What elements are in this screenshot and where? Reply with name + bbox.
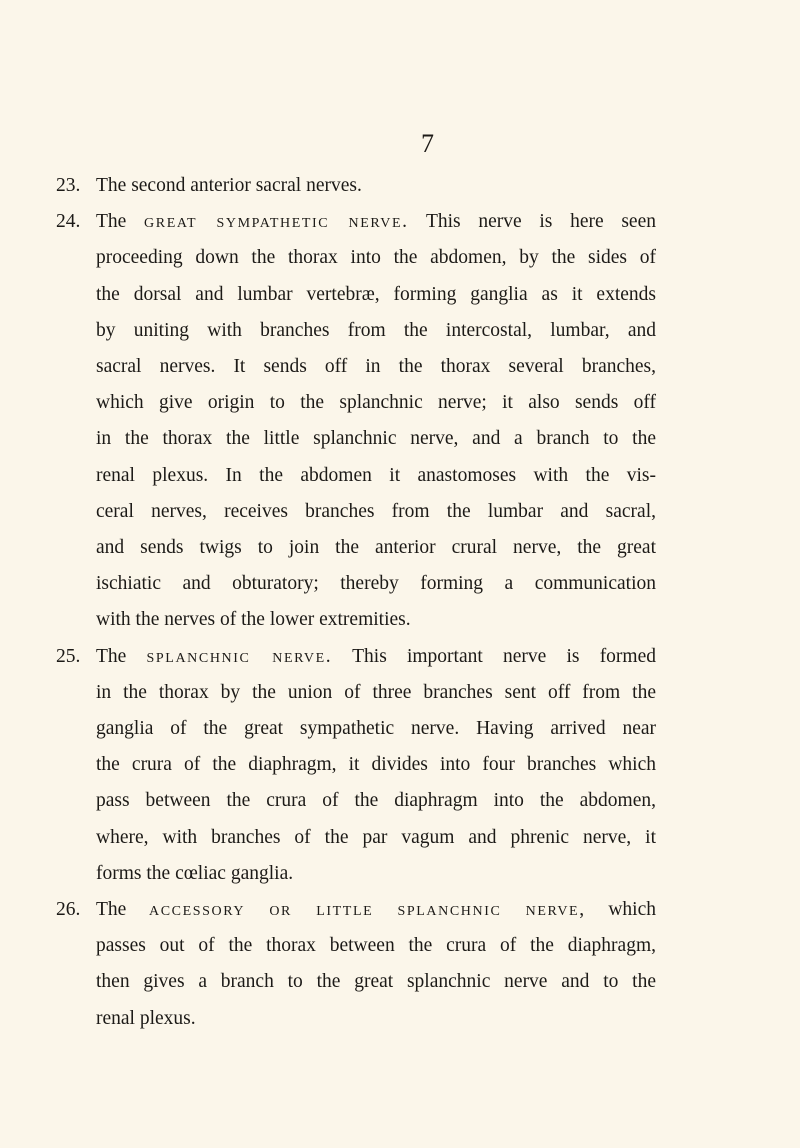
entry-list bbox=[56, 168, 656, 1037]
entry-number: 26. bbox=[56, 899, 81, 921]
entry-first-rest: This nerve is here seen bbox=[425, 211, 656, 233]
entry-line: the crura of the diaphragm, it divides into four branches which bbox=[96, 754, 656, 776]
entry-heading: splanchnic nerve. bbox=[146, 645, 333, 667]
page-number: 7 bbox=[421, 129, 434, 158]
entry-number: 25. bbox=[56, 645, 81, 667]
entry-first-rest: which bbox=[608, 899, 656, 921]
entry-line: The second anterior sacral nerves. bbox=[96, 175, 362, 196]
entry-line: renal plexus. In the abdomen it anastomoses with the vis- bbox=[96, 464, 656, 486]
entry-26 bbox=[56, 892, 656, 1037]
entry-line: ganglia of the great sympathetic nerve. Having arrived near bbox=[96, 718, 656, 740]
entry-line: then gives a branch to the great splanchnic nerve and to the bbox=[96, 971, 656, 993]
entry-line: proceeding down the thorax into the abdomen, by the sides of bbox=[96, 247, 656, 269]
entry-number: 23. bbox=[56, 175, 81, 196]
entry-line: ischiatic and obturatory; thereby forming a communication bbox=[96, 573, 656, 595]
entry-heading: great sympathetic nerve. bbox=[144, 211, 409, 233]
entry-line: passes out of the thorax between the crura of the diaphragm, bbox=[96, 935, 656, 957]
entry-line: in the thorax by the union of three branches sent off from the bbox=[96, 681, 656, 703]
entry-line: pass between the crura of the diaphragm into the abdomen, bbox=[96, 790, 656, 812]
entry-heading: accessory or little splanchnic nerve, bbox=[148, 899, 586, 921]
entry-line: which give origin to the splanchnic nerve; it also sends off bbox=[96, 392, 656, 414]
entry-first-line bbox=[96, 639, 656, 675]
entry-line: the dorsal and lumbar vertebræ, forming ganglia as it extends bbox=[96, 283, 656, 305]
entry-25 bbox=[56, 639, 656, 892]
entry-23 bbox=[56, 168, 656, 204]
entry-first-rest: This important nerve is formed bbox=[352, 645, 657, 667]
entry-lead: The bbox=[96, 899, 127, 921]
entry-line: by uniting with branches from the intercostal, lumbar, and bbox=[96, 319, 656, 341]
entry-first-line bbox=[96, 892, 656, 928]
entry-24 bbox=[56, 204, 656, 638]
entry-first-line bbox=[96, 204, 656, 240]
entry-line: where, with branches of the par vagum and phrenic nerve, it bbox=[96, 826, 656, 848]
entry-lead: The bbox=[96, 645, 127, 667]
entry-line: in the thorax the little splanchnic nerve, and a branch to the bbox=[96, 428, 656, 450]
entry-line: renal plexus. bbox=[96, 1007, 196, 1029]
entry-line: with the nerves of the lower extremities. bbox=[96, 609, 411, 631]
entry-line: ceral nerves, receives branches from the lumbar and sacral, bbox=[96, 500, 656, 522]
entry-number: 24. bbox=[56, 211, 81, 233]
entry-lead: The bbox=[96, 211, 127, 233]
entry-line: sacral nerves. It sends off in the thorax several branches, bbox=[96, 356, 656, 378]
entry-line: and sends twigs to join the anterior crural nerve, the great bbox=[96, 537, 656, 559]
entry-line: forms the cœliac ganglia. bbox=[96, 862, 294, 884]
